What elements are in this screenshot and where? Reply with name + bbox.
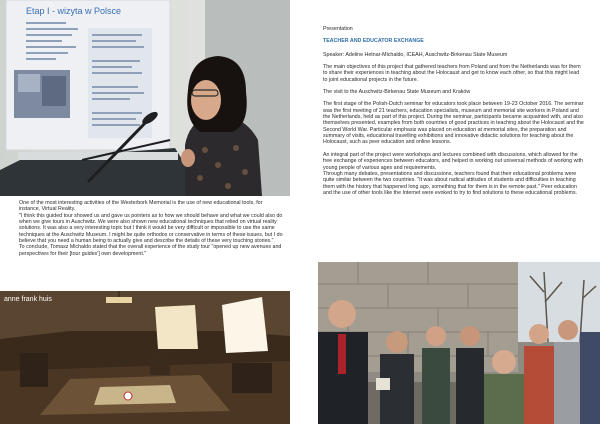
workshops-paragraph: An integral part of the project were workshops and lectures combined with discussions, which allowed for the free exchange of experiences between educators, and helped in working out universal methods of working with young people of various ages and requirements. xyxy=(323,151,583,171)
visit-subheading: The visit to the Auschwitz-Birkenau State Museum and Kraków xyxy=(323,89,471,96)
article-heading: TEACHER AND EDUCATOR EXCHANGE xyxy=(323,38,424,45)
speaker-line: Speaker: Adeline Hetnar-Michaldo, ICEAH, Auschwitz-Birkenau State Museum xyxy=(323,51,508,58)
intro-paragraph: One of the most interesting activities of the Westerbork Memorial is the use of new educational tools, for instance, Virtual Reality. xyxy=(19,200,263,213)
group-visit-photo xyxy=(318,262,600,424)
debates-paragraph: Through many debates, presentations and discussions, teachers found that their educational problems were quite similar between the two countries. "It was about radical attitudes of students and difficulties in teaching them with the history that happened long ago, something that for them is in the remote past." Peer education and the use of other tools like the Internet were evoked to try to find solutions to these educational problems. xyxy=(323,170,578,196)
quote-paragraph: "I think this guided tour showed us and gave us pointers as to how we should behave and what we could also do when we give tours in Auschwitz. We were also shown new educational techniques that relied on virtual reality solutions. It was also a very interesting topic but I think it would be very difficult or impossible to use the same techniques at the Auschwitz Museum. I might be quite orthodox or conservative in terms of these issues, but I do believe that you need a human being to actually give and describe the details of these very touching stories." xyxy=(19,212,283,245)
quote-text-block xyxy=(19,200,283,257)
seminar-paragraph: The first stage of the Polish-Dutch seminar for educators took place between 19-23 October 2016. The seminar was the first meeting of 21 teachers, education specialists, museum and memorial site workers in Poland and the Netherlands, held as part of this project. During the seminar, participants became acquainted with, and also themselves presented, examples from both countries of good practices in teaching about the Holocaust and the Second World War. Particular emphasis was placed on education at memorial sites, the preparation and summary of visits, educational travelling exhibitions and innovative didactic solutions for teaching about the Holocaust, such as peer education and online lessons. xyxy=(323,101,584,146)
article-column xyxy=(323,26,585,202)
speaker-photo xyxy=(0,0,290,196)
virtual-reality-photo xyxy=(0,291,290,424)
slide-title: Etap I - wizyta w Polsce xyxy=(26,6,122,16)
section-label: Presentation xyxy=(323,26,353,32)
objectives-paragraph: The main objectives of this project that gathered teachers from Poland and from the Netherlands was for them to share their experiences in teaching about the Holocaust and get to know each other, so that this might lead to joint educational projects in the future. xyxy=(323,64,581,83)
conclusion-paragraph: To conclude, Tomasz Michaldo stated that the overall experience of the study tour "opened up new avenues and perspectives for their [tour guides'] own development." xyxy=(19,244,282,257)
vr-caption: anne frank huis xyxy=(4,296,52,303)
